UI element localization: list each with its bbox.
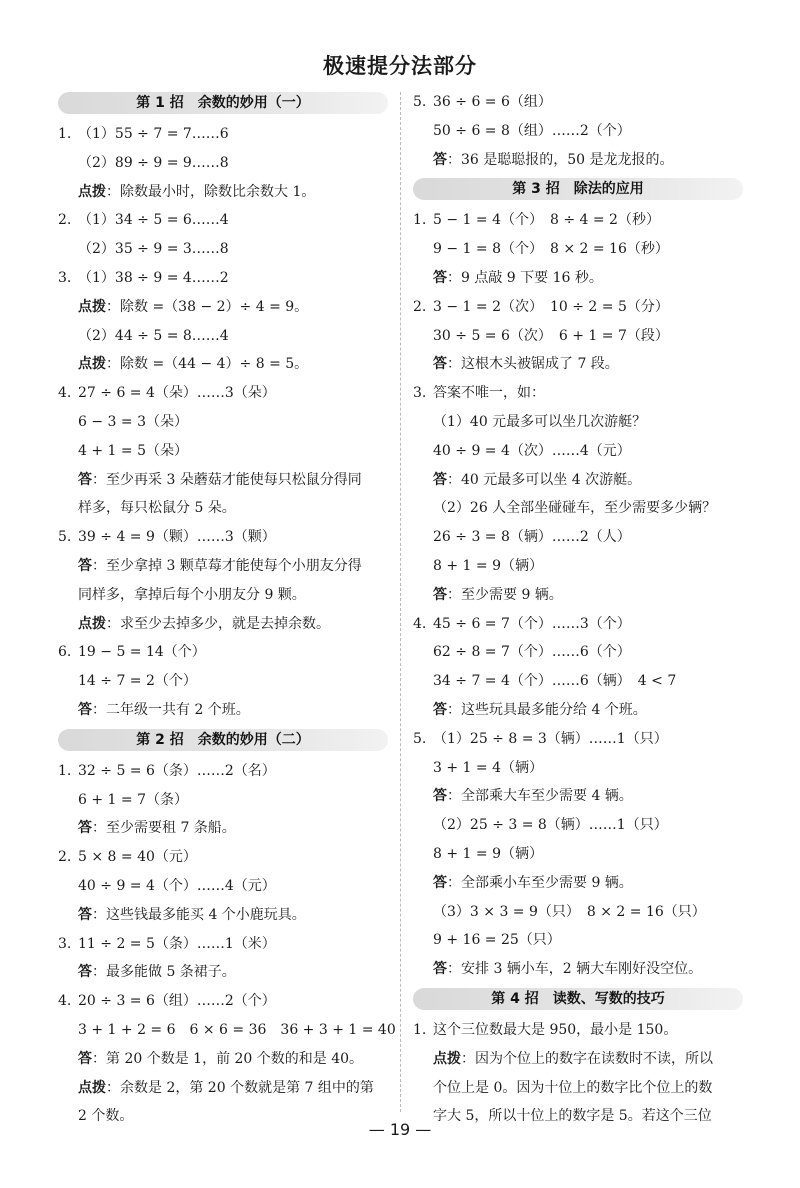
line-text: ：至少需要 9 辆。 <box>447 586 563 603</box>
answer-label: 答 <box>78 1050 92 1067</box>
line-text: ：36 是聪聪报的，50 是龙龙报的。 <box>447 151 674 168</box>
line-text: 这个三位数最大是 950，最小是 150。 <box>433 1021 678 1038</box>
line-text: 19 − 5 = 14（个） <box>78 644 206 661</box>
answer-line <box>413 869 743 898</box>
line-text: 6 − 3 = 3（朵） <box>78 413 188 430</box>
answer-label: 答 <box>433 151 447 168</box>
line-text: 32 ÷ 5 = 6（条）……2（名） <box>78 762 276 779</box>
line-text: （1）40 元最多可以坐几次游艇？ <box>433 413 647 430</box>
line-text: 9 + 16 = 25（只） <box>433 932 561 949</box>
line-text: 34 ÷ 7 = 4（个）……6（辆） 4 < 7 <box>433 673 677 690</box>
answer-label: 答 <box>78 701 92 718</box>
line-text: ：最多能做 5 条裙子。 <box>92 964 236 981</box>
line-text: 同样多，拿掉后每个小朋友分 9 颗。 <box>78 586 306 603</box>
line-text: ：这些玩具最多能分给 4 个班。 <box>447 701 647 718</box>
answer-item <box>58 638 388 667</box>
line-text: 45 ÷ 6 = 7（个）……3（个） <box>433 615 631 632</box>
item-number: 1. <box>413 212 427 229</box>
line-text: 个位上是 0。因为十位上的数字比个位上的数 <box>433 1079 713 1096</box>
line-text: （2）25 ÷ 3 = 8（辆）……1（只） <box>433 817 668 834</box>
item-number: 4. <box>58 385 72 402</box>
line-text: ：9 点敲 9 下要 16 秒。 <box>447 269 603 286</box>
answer-line <box>413 581 743 610</box>
answer-line <box>58 149 388 178</box>
line-text: ：全部乘大车至少需要 4 辆。 <box>447 788 633 805</box>
answer-item <box>413 293 743 322</box>
line-text: ：除数最小时，除数比余数大 1。 <box>106 183 316 200</box>
line-text: ：除数 =（44 − 4）÷ 8 = 5。 <box>106 356 309 373</box>
line-text: ：这根木头被锯成了 7 段。 <box>447 356 619 373</box>
line-text: 3 + 1 + 2 = 6 6 × 6 = 36 36 + 3 + 1 = 40 <box>78 1021 396 1038</box>
answer-line <box>413 898 743 927</box>
line-text: 39 ÷ 4 = 9（颗）……3（颗） <box>78 529 276 546</box>
answer-line <box>413 264 743 293</box>
answer-label: 答 <box>78 906 92 923</box>
answer-item <box>58 379 388 408</box>
answer-item <box>58 264 388 293</box>
answer-line <box>413 322 743 351</box>
line-text: （2）89 ÷ 9 = 9……8 <box>78 154 229 171</box>
item-number: 5. <box>413 730 427 747</box>
answer-line <box>58 581 388 610</box>
line-text: （1）34 ÷ 5 = 6……4 <box>78 212 229 229</box>
line-text: （3）3 × 3 = 9（只） 8 × 2 = 16（只） <box>433 903 706 920</box>
hint-label: 点拨 <box>78 183 106 200</box>
hint-label: 点拨 <box>78 356 106 373</box>
line-text: 3 + 1 = 4（辆） <box>433 759 543 776</box>
answer-label: 答 <box>433 788 447 805</box>
page-number: — 19 — <box>368 1120 432 1139</box>
line-text: （2）35 ÷ 9 = 3……8 <box>78 241 229 258</box>
item-number: 5. <box>413 94 427 110</box>
line-text: 40 ÷ 9 = 4（个）……4（元） <box>78 877 276 894</box>
answer-line <box>58 235 388 264</box>
answer-line <box>413 1074 743 1103</box>
answer-label: 答 <box>433 356 447 373</box>
line-text: 62 ÷ 8 = 7（个）……6（个） <box>433 644 631 661</box>
answer-item <box>413 610 743 639</box>
answer-line <box>58 350 388 379</box>
answer-item <box>413 1016 743 1045</box>
item-number: 4. <box>58 993 72 1010</box>
answer-item <box>58 120 388 149</box>
answer-label: 答 <box>78 471 92 488</box>
answer-item <box>58 757 388 786</box>
line-text: ：余数是 2，第 20 个数就是第 7 组中的第 <box>106 1079 374 1096</box>
line-text: ：因为个位上的数字在读数时不读，所以 <box>461 1050 713 1067</box>
answer-line <box>413 466 743 495</box>
answer-item <box>413 88 743 117</box>
answer-item <box>413 725 743 754</box>
page-title: 极速提分法部分 <box>323 54 477 78</box>
line-text: ：除数 =（38 − 2）÷ 4 = 9。 <box>106 298 309 315</box>
line-text: 字大 5，所以十位上的数字是 5。若这个三位 <box>433 1108 712 1125</box>
item-number: 2. <box>58 849 72 866</box>
answer-line <box>58 1045 388 1074</box>
answer-line <box>58 1016 396 1045</box>
answer-label: 答 <box>433 874 447 891</box>
answer-line <box>413 350 743 379</box>
answer-line <box>58 667 388 696</box>
item-number: 1. <box>58 762 72 779</box>
line-text: 4 + 1 = 5（朵） <box>78 442 188 459</box>
line-text: 36 ÷ 6 = 6（组） <box>433 94 552 110</box>
answer-item <box>58 523 388 552</box>
answer-item <box>413 206 743 235</box>
line-text: （2）26 人全部坐碰碰车，至少需要多少辆？ <box>433 500 717 517</box>
answer-line <box>413 955 743 984</box>
answer-line <box>413 552 743 581</box>
hint-label: 点拨 <box>433 1050 461 1067</box>
item-number: 3. <box>58 269 72 286</box>
answer-label: 答 <box>433 471 447 488</box>
line-text: 样多，每只松鼠分 5 朵。 <box>78 500 236 517</box>
line-text: 9 − 1 = 8（个） 8 × 2 = 16（秒） <box>433 241 669 258</box>
line-text: 5 − 1 = 4（个） 8 ÷ 4 = 2（秒） <box>433 212 660 229</box>
answer-line <box>58 610 388 639</box>
line-text: ：至少再采 3 朵蘑菇才能使每只松鼠分得同 <box>92 471 362 488</box>
right-column <box>413 88 743 1131</box>
item-number: 6. <box>58 644 72 661</box>
hint-label: 点拨 <box>78 298 106 315</box>
left-column <box>58 88 396 1131</box>
section-banner: 第 1 招 余数的妙用（一） <box>58 92 388 114</box>
answer-line <box>58 293 388 322</box>
line-text: 6 + 1 = 7（条） <box>78 791 188 808</box>
answer-label: 答 <box>433 961 447 978</box>
answer-item <box>58 206 388 235</box>
answer-line <box>58 494 388 523</box>
answer-line <box>58 552 388 581</box>
item-number: 5. <box>58 529 72 546</box>
answer-item <box>58 987 388 1016</box>
line-text: 27 ÷ 6 = 4（朵）……3（朵） <box>78 385 276 402</box>
line-text: 50 ÷ 6 = 8（组）……2（个） <box>433 122 631 139</box>
line-text: ：安排 3 辆小车，2 辆大车刚好没空位。 <box>447 961 703 978</box>
line-text: （1）38 ÷ 9 = 4……2 <box>78 269 229 286</box>
line-text: ：至少需要租 7 条船。 <box>92 820 236 837</box>
line-text: 14 ÷ 7 = 2（个） <box>78 673 197 690</box>
line-text: ：至少拿掉 3 颗草莓才能使每个小朋友分得 <box>92 557 362 574</box>
answer-label: 答 <box>78 557 92 574</box>
line-text: ：全部乘小车至少需要 9 辆。 <box>447 874 633 891</box>
answer-line <box>58 437 388 466</box>
answer-line <box>58 408 388 437</box>
item-number: 1. <box>58 126 72 142</box>
line-text: 5 × 8 = 40（元） <box>78 849 197 866</box>
answer-line <box>413 638 743 667</box>
item-number: 1. <box>413 1021 427 1038</box>
line-text: （1）55 ÷ 7 = 7……6 <box>78 126 229 142</box>
answer-label: 答 <box>433 586 447 603</box>
line-text: 2 个数。 <box>78 1108 134 1125</box>
line-text: ：这些钱最多能买 4 个小鹿玩具。 <box>92 906 306 923</box>
line-text: ：求至少去掉多少，就是去掉余数。 <box>106 615 330 632</box>
item-number: 2. <box>58 212 72 229</box>
item-number: 3. <box>413 385 427 402</box>
line-text: 8 + 1 = 9（辆） <box>433 845 543 862</box>
answer-line <box>413 840 743 869</box>
answer-label: 答 <box>433 701 447 718</box>
answer-item <box>58 930 388 959</box>
item-number: 2. <box>413 298 427 315</box>
answer-line <box>58 901 388 930</box>
answer-line <box>413 1045 743 1074</box>
answer-line <box>413 696 743 725</box>
section-banner: 第 2 招 余数的妙用（二） <box>58 729 388 751</box>
answer-label: 答 <box>433 269 447 286</box>
answer-item <box>58 843 388 872</box>
answer-line <box>413 146 743 175</box>
answer-line <box>413 494 743 523</box>
answer-line <box>413 523 743 552</box>
line-text: 20 ÷ 3 = 6（组）……2（个） <box>78 993 276 1010</box>
answer-line <box>58 1074 388 1103</box>
answer-line <box>58 958 388 987</box>
answer-line <box>58 178 388 207</box>
answer-line <box>58 696 388 725</box>
answer-line <box>413 437 743 466</box>
line-text: 答案不唯一，如： <box>433 385 545 402</box>
answer-line <box>413 235 743 264</box>
item-number: 4. <box>413 615 427 632</box>
hint-label: 点拨 <box>78 615 106 632</box>
line-text: 8 + 1 = 9（辆） <box>433 557 543 574</box>
answer-line <box>413 408 743 437</box>
section-banner: 第 4 招 读数、写数的技巧 <box>413 988 743 1010</box>
line-text: 40 ÷ 9 = 4（次）……4（元） <box>433 442 631 459</box>
answer-line <box>413 782 743 811</box>
column-divider <box>400 92 401 1112</box>
item-number: 3. <box>58 935 72 952</box>
section-banner: 第 3 招 除法的应用 <box>413 178 743 200</box>
answer-line <box>413 117 743 146</box>
answer-line <box>58 786 388 815</box>
line-text: 3 − 1 = 2（次） 10 ÷ 2 = 5（分） <box>433 298 669 315</box>
line-text: （1）25 ÷ 8 = 3（辆）……1（只） <box>433 730 668 747</box>
line-text: ：40 元最多可以坐 4 次游艇。 <box>447 471 642 488</box>
answer-line <box>58 322 388 351</box>
answer-label: 答 <box>78 964 92 981</box>
hint-label: 点拨 <box>78 1079 106 1096</box>
answer-line <box>413 926 743 955</box>
line-text: （2）44 ÷ 5 = 8……4 <box>78 327 229 344</box>
line-text: 11 ÷ 2 = 5（条）……1（米） <box>78 935 276 952</box>
answer-line <box>58 814 388 843</box>
line-text: ：第 20 个数是 1，前 20 个数的和是 40。 <box>92 1050 364 1067</box>
answer-item <box>413 379 743 408</box>
line-text: 26 ÷ 3 = 8（辆）……2（人） <box>433 529 631 546</box>
answer-line <box>413 667 743 696</box>
answer-line <box>58 872 388 901</box>
answer-line <box>413 754 743 783</box>
line-text: 30 ÷ 5 = 6（次） 6 + 1 = 7（段） <box>433 327 669 344</box>
answer-line <box>58 466 388 495</box>
line-text: ：二年级一共有 2 个班。 <box>92 701 250 718</box>
answer-line <box>413 811 743 840</box>
answer-label: 答 <box>78 820 92 837</box>
